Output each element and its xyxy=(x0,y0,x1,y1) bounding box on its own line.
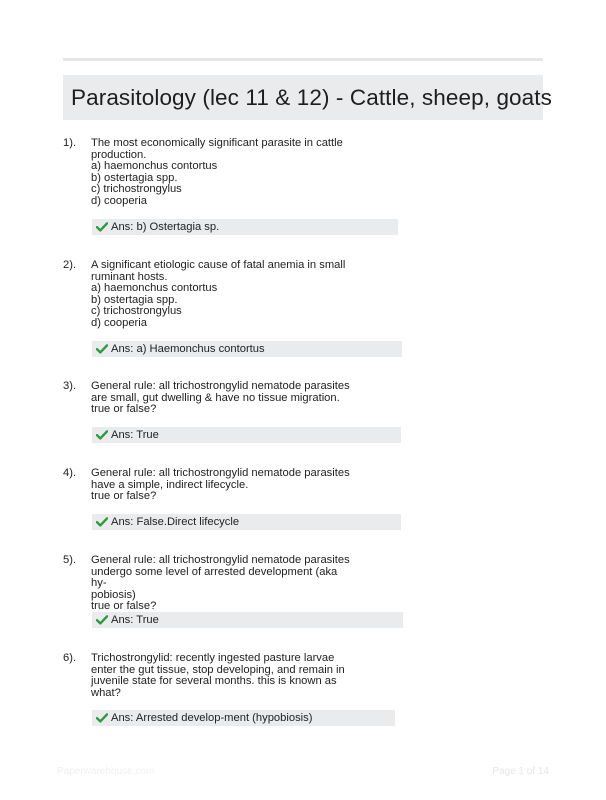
question-text: Trichostrongylid: recently ingested pasture larvae enter the gut tissue, stop developing, and remain in juvenile state for several months. this is known as what? xyxy=(91,652,345,699)
check-icon xyxy=(96,222,108,232)
answer-box xyxy=(92,612,403,628)
answer-text: Ans: a) Haemonchus contortus xyxy=(111,343,265,355)
check-icon xyxy=(96,615,108,625)
answer-text: Ans: False.Direct lifecycle xyxy=(111,516,240,528)
check-icon xyxy=(96,430,108,440)
answer-box xyxy=(92,514,401,530)
page-number: Page 1 of 14 xyxy=(492,766,549,777)
question-text: A significant etiologic cause of fatal anemia in small ruminant hosts. a) haemonchus contortus b) ostertagia spp. c) trichostrongylus d) cooperia xyxy=(91,259,346,329)
check-icon xyxy=(96,517,108,527)
question-text: General rule: all trichostrongylid nematode parasites undergo some level of arrested development (aka hy- pobiosis) true or false? xyxy=(91,554,350,613)
answer-text: Ans: True xyxy=(111,614,159,626)
question-number: 4). xyxy=(63,467,77,479)
question-number: 3). xyxy=(63,380,77,392)
question-number: 5). xyxy=(63,554,77,566)
check-icon xyxy=(96,713,108,723)
answer-text: Ans: Arrested develop-ment (hypobiosis) xyxy=(111,712,313,724)
footer-site: Paperwarehouse.com xyxy=(57,766,155,777)
answer-text: Ans: b) Ostertagia sp. xyxy=(111,221,220,233)
question-number: 1). xyxy=(63,137,77,149)
top-divider xyxy=(63,58,543,61)
answer-box xyxy=(92,341,402,357)
question-number: 2). xyxy=(63,259,77,271)
question-text: General rule: all trichostrongylid nematode parasites are small, gut dwelling & have no tissue migration. true or false? xyxy=(91,380,350,416)
check-icon xyxy=(96,344,108,354)
question-number: 6). xyxy=(63,652,77,664)
answer-box xyxy=(92,219,398,235)
answer-text: Ans: True xyxy=(111,429,159,441)
question-text: The most economically significant parasite in cattle production. a) haemonchus contortus b) ostertagia spp. c) trichostrongylus d) cooperia xyxy=(91,137,343,207)
answer-box xyxy=(92,710,395,726)
answer-box xyxy=(92,427,401,443)
question-text: General rule: all trichostrongylid nematode parasites have a simple, indirect lifecycle. true or false? xyxy=(91,467,350,503)
document-title: Parasitology (lec 11 & 12) - Cattle, sheep, goats xyxy=(71,84,552,110)
title-bar xyxy=(63,75,552,120)
